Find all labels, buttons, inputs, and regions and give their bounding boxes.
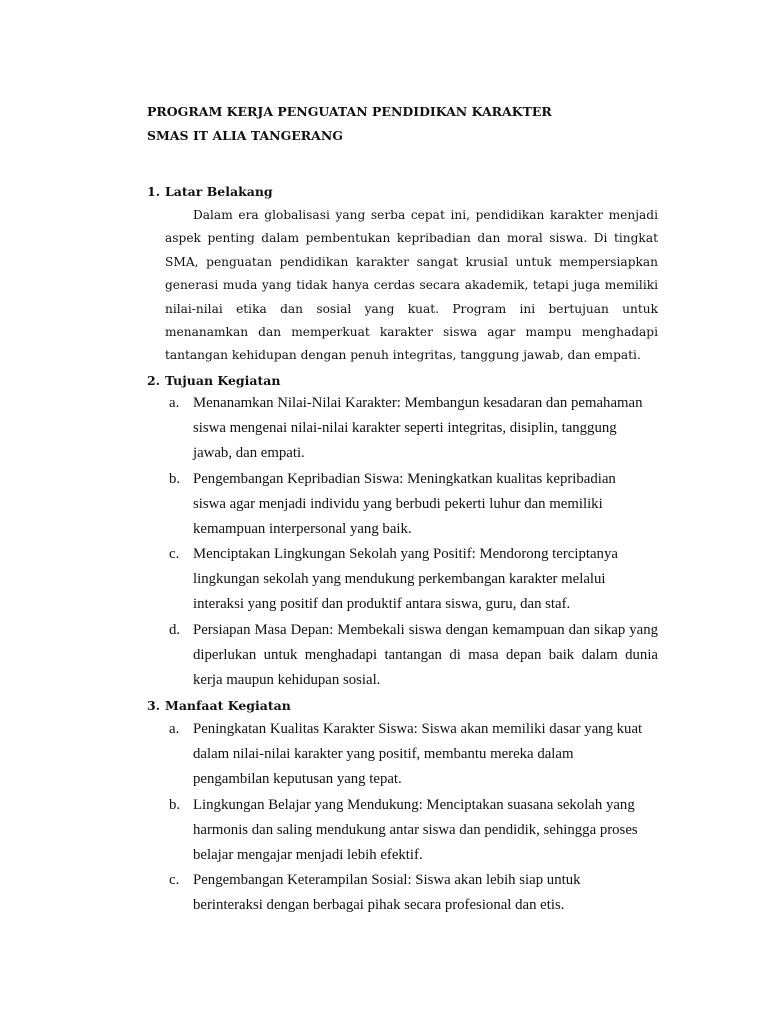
list-marker: d. [169,622,181,638]
list-marker: a. [169,395,180,411]
list-item: Menciptakan Lingkungan Sekolah yang Positif: Mendorong terciptanya lingkungan sekolah yang mendukung perkembangan karakter melalui interaksi yang positif dan produktif antara siswa, guru, dan staf. [193,546,618,613]
document-title: PROGRAM KERJA PENGUATAN PENDIDIKAN KARAKTER [147,104,552,119]
list-marker: a. [169,721,180,737]
section-title-tujuan-kegiatan: Tujuan Kegiatan [165,373,281,388]
list-item: Persiapan Masa Depan: Membekali siswa dengan kemampuan dan sikap yang diperlukan untuk menghadapi tantangan di masa depan baik dalam dunia kerja maupun kehidupan sosial. [193,622,658,689]
list-item: Pengembangan Keterampilan Sosial: Siswa akan lebih siap untuk berinteraksi dengan berbagai pihak secara profesional dan etis. [193,872,581,914]
section-number: 1. [147,184,161,199]
list-item: Pengembangan Kepribadian Siswa: Meningkatkan kualitas kepribadian siswa agar menjadi individu yang berbudi pekerti luhur dan memiliki kemampuan interpersonal yang baik. [193,471,616,538]
list-item: Menanamkan Nilai-Nilai Karakter: Membangun kesadaran dan pemahaman siswa mengenai nilai-nilai karakter seperti integritas, disiplin, tanggung jawab, dan empati. [193,395,643,462]
section-number: 2. [147,373,161,388]
list-marker: b. [169,797,181,813]
list-item: Lingkungan Belajar yang Mendukung: Menciptakan suasana sekolah yang harmonis dan saling mendukung antar siswa dan pendidik, sehingga proses belajar mengajar menjadi lebih efektif. [193,797,638,864]
section-title-manfaat-kegiatan: Manfaat Kegiatan [165,698,291,713]
school-name: SMAS IT ALIA TANGERANG [147,128,343,143]
background-paragraph [165,204,658,368]
list-marker: b. [169,471,181,487]
section-title-latar-belakang: Latar Belakang [165,184,273,199]
section-number: 3. [147,698,161,713]
list-item: Peningkatan Kualitas Karakter Siswa: Siswa akan memiliki dasar yang kuat dalam nilai-nilai karakter yang positif, membantu mereka dalam pengambilan keputusan yang tepat. [193,721,643,788]
background-text: Dalam era globalisasi yang serba cepat ini, pendidikan karakter menjadi aspek penting dalam pembentukan kepribadian dan moral siswa. Di tingkat SMA, penguatan pendidikan karakter sangat krusial untuk mempersiapkan generasi muda yang tidak hanya cerdas secara akademik, tetapi juga memiliki nilai-nilai etika dan sosial yang kuat. Program ini bertujuan untuk menanamkan dan memperkuat karakter siswa agar mampu menghadapi tantangan kehidupan dengan penuh integritas, tanggung jawab, dan empati. [165,208,658,363]
list-marker: c. [169,546,180,562]
list-marker: c. [169,872,180,888]
